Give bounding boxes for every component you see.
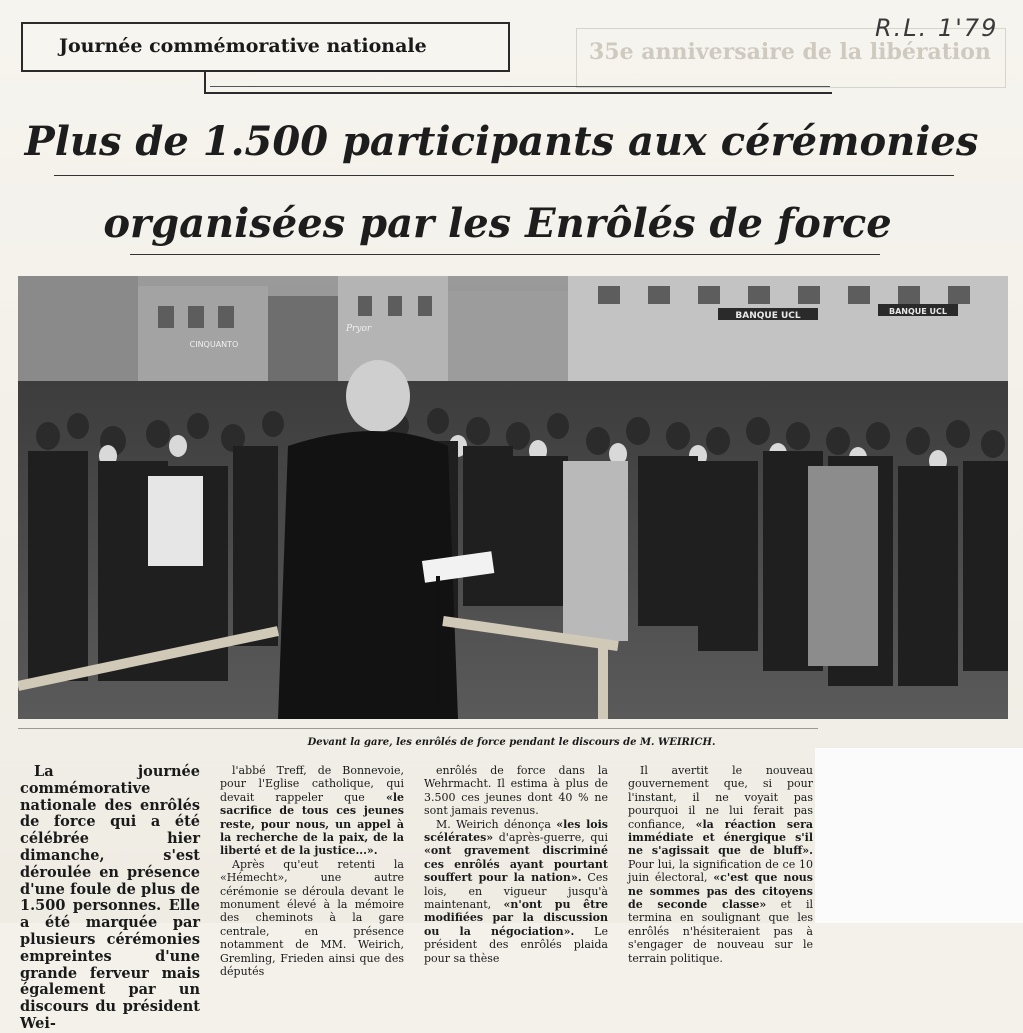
article-column-2 [220,764,404,979]
caption-rule [18,728,818,729]
lead-paragraph: La journée commémorative nationale des enrôlés de force qui a été célébrée hier dimanche, s'est déroulée en présence d'une foule de plus de 1.500 personnes. Elle a été marquée par plusieurs cérémonies empreintes d'une grande ferveur mais également par un discours du président Wei- [20,763,200,1032]
article-column-3 [424,764,608,965]
paragraph [424,818,608,965]
text-span: Ces lois, en vigueur jusqu'à maintenant, [424,871,608,912]
text-span: l'abbé Treff, de Bonnevoie, pour l'Eglise catholique, qui devait rappeler que [220,764,404,804]
crowd-photo-illustration [18,276,1008,719]
article-column-1 [20,764,200,1033]
quote: «le sacrifice de tous ces jeunes reste, pour nous, un appel à la recherche de la paix, de la liberté et de la justice...». [220,790,404,858]
blank-cutout-area [815,748,1023,923]
text-span: Le président des enrôlés plaida pour sa thèse [424,924,608,965]
paragraph: enrôlés de force dans la Wehrmacht. Il estima à plus de 3.500 ces jeunes dont 40 % ne sont jamais revenus. [424,764,608,818]
text-span: d'après-guerre, qui [493,831,608,845]
article-column-4 [628,764,813,965]
paragraph [220,764,404,858]
handwritten-reference: R.L. 1'79 [875,14,999,42]
paragraph [628,764,813,965]
sign-shop: Pryor [346,324,372,334]
sign-banque-ucl-2: BANQUE UCL [889,307,947,316]
paragraph: Après qu'eut retenti la «Hémecht», une autre cérémonie se déroula devant le monument élevé à la mémoire des cheminots à la gare centrale, en présence notamment de MM. Weirich, Gremling, Frieden ainsi que des députés [220,857,404,979]
quote: «n'ont pu être modifiées par la discussion ou la négociation». [424,898,608,938]
text-span: et il termina en soulignant que les enrôlés n'hésiteraient pas à s'engager de nouveau sur le terrain politique. [628,898,813,965]
sign-cinema: CINQUANTO [189,340,239,349]
headline-line-2: organisées par les Enrôlés de force [103,200,892,247]
quote: «les lois scélérates» [424,817,608,845]
text-span: M. Weirich dénonça [436,817,557,831]
headline-rule-2 [130,254,880,255]
kicker-connector [204,72,206,94]
kicker-rule [204,92,832,94]
photo-caption: Devant la gare, les enrôlés de force pendant le discours de M. WEIRICH. [307,737,716,748]
text-span: Il avertit le nouveau gouvernement que, si pour l'instant, il ne voyait pas pourquoi il ne lui ferait pas confiance, [628,764,813,831]
news-photo [18,276,1008,719]
kicker-rule-thin [210,86,830,87]
text-span: Pour lui, la signification de ce 10 juin électoral, [628,857,813,885]
quote: «la réaction sera immédiate et énergique s'il ne s'agissait que de bluff». [628,817,814,858]
quote: «ont gravement discriminé ces enrôlés ayant pourtant souffert pour la nation». [424,844,608,885]
section-kicker: Journée commémorative nationale [59,35,427,57]
headline-line-1: Plus de 1.500 participants aux cérémonies [24,118,979,165]
faded-adjacent-header: 35e anniversaire de la libération [576,28,1006,88]
headline-rule-1 [54,175,954,176]
sign-banque-ucl-1: BANQUE UCL [735,311,801,321]
section-kicker-box [21,22,510,72]
quote: «c'est que nous ne sommes pas des citoyens de seconde classe» [628,871,813,912]
